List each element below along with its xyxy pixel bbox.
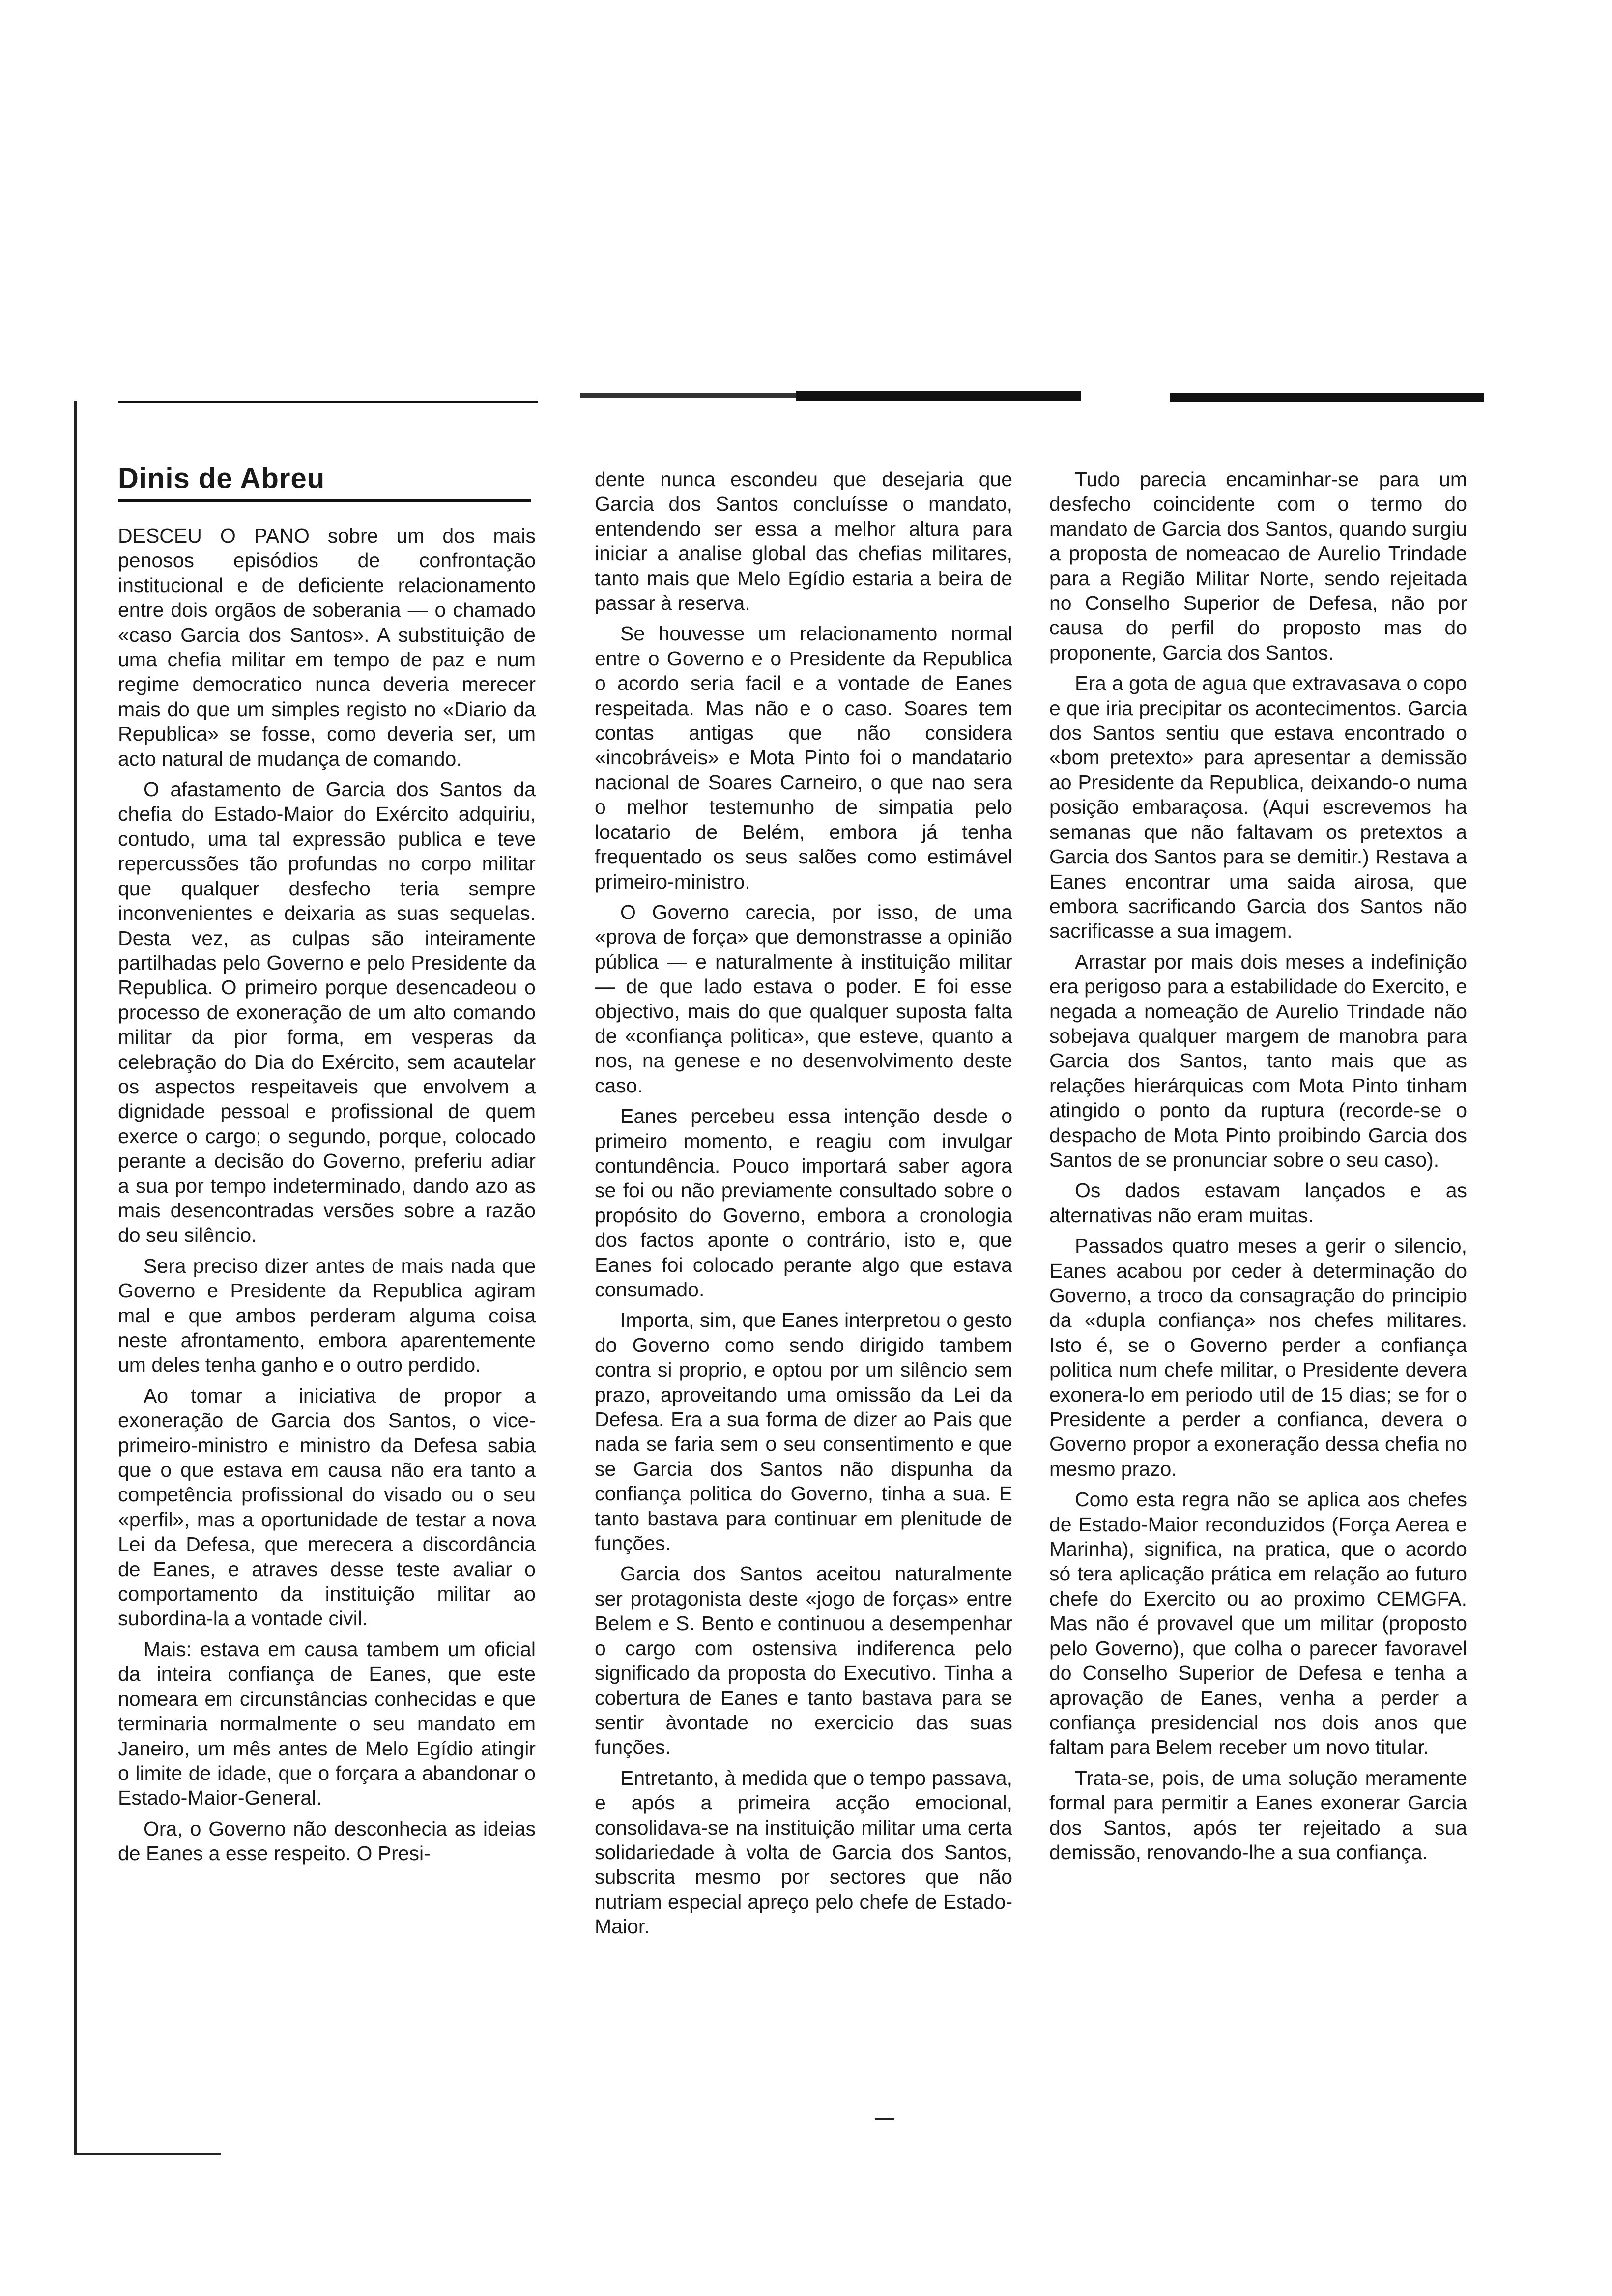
paragraph: Como esta regra não se aplica aos chefes de Estado-Maior reconduzidos (Força Aerea e Marinha), significa, na pratica, que o acordo só tera aplicação prática em relação ao futuro chefe do Exercito ou ao proximo CEMGFA. Mas não é provavel que um militar (proposto pelo Governo), que colha o parecer favoravel do Conselho Superior de Defesa e tenha a aprovação de Eanes, venha a perder a confiança presidencial nos dois anos que faltam para Belem receber um novo titular.	[1049, 1488, 1467, 1759]
paragraph: Eanes percebeu essa intenção desde o primeiro momento, e reagiu com invulgar contundência. Pouco importará saber agora se foi ou não previamente consultado sobre o propósito do Governo, embora a cronologia dos factos aponte o contrário, isto e, que Eanes foi colocado perante algo que estava consumado.	[595, 1105, 1012, 1301]
paragraph: dente nunca escondeu que desejaria que Garcia dos Santos concluísse o mandato, entendendo ser essa a melhor altura para iniciar a analise global das chefias militares, tanto mais que Melo Egídio estaria a beira de passar à reserva.	[595, 468, 1012, 615]
paragraph: Se houvesse um relacionamento normal entre o Governo e o Presidente da Republica o acordo seria facil e a vontade de Eanes respeitada. Mas não e o caso. Soares tem contas antigas que não considera «incobráveis» e Mota Pinto foi o mandatario nacional de Soares Carneiro, o que nao sera o melhor testemunho de simpatia pelo locatario de Belém, embora já tenha frequentado os seus salões como estimável primeiro-ministro.	[595, 622, 1012, 893]
bottom-left-line	[74, 2152, 221, 2155]
paragraph: Importa, sim, que Eanes interpretou o gesto do Governo como sendo dirigido tambem contra si proprio, e optou por um silêncio sem prazo, aproveitando uma omissão da Lei da Defesa. Era a sua forma de dizer ao Pais que nada se faria sem o seu consentimento e que se Garcia dos Santos não dispunha da confiança politica do Governo, tinha a sua. E tanto bastava para continuar em plenitude de funções.	[595, 1309, 1012, 1555]
bottom-dash	[875, 2118, 894, 2120]
paragraph: O Governo carecia, por isso, de uma «prova de força» que demonstrasse a opinião pública — e naturalmente à instituição militar — de que lado estava o poder. E foi esse objectivo, mais do que qualquer suposta falta de «confiança politica», que esteve, quanto a nos, na genese e no desenvolvimento deste caso.	[595, 900, 1012, 1097]
paragraph: Sera preciso dizer antes de mais nada que Governo e Presidente da Republica agiram mal e que ambos perderam alguma coisa neste afrontamento, embora aparentemente um deles tenha ganho e o outro perdido.	[118, 1254, 536, 1377]
paragraph: Mais: estava em causa tambem um oficial da inteira confiança de Eanes, que este nomeara em circunstâncias conhecidas e que terminaria normalmente o seu mandato em Janeiro, um mês antes de Melo Egídio atingir o limite de idade, que o forçara a abandonar o Estado-Maior-General.	[118, 1637, 536, 1809]
top-rule-left	[118, 401, 538, 403]
paragraph: Trata-se, pois, de uma solução meramente formal para permitir a Eanes exonerar Garcia dos Santos, após ter rejeitado a sua demissão, renovando-lhe a sua confiança.	[1049, 1766, 1467, 1864]
top-rule-center-bold	[796, 391, 1081, 401]
paragraph: Os dados estavam lançados e as alternativas não eram muitas.	[1049, 1179, 1467, 1227]
paragraph: O afastamento de Garcia dos Santos da chefia do Estado-Maior do Exército adquiriu, contudo, uma tal expressão publica e teve repercussões tão profundas no corpo militar que qualquer desfecho teria sempre inconvenientes e deixaria as suas sequelas. Desta vez, as culpas são inteiramente partilhadas pelo Governo e pelo Presidente da Republica. O primeiro porque desencadeou o processo de exoneração de um alto comando militar da pior forma, em vesperas da celebração do Dia do Exército, sem acautelar os aspectos respeitaveis que envolvem a dignidade pessoal e profissional de quem exerce o cargo; o segundo, porque, colocado perante a decisão do Governo, preferiu adiar a sua por tempo indeterminado, dando azo as mais desencontradas versões sobre a razão do seu silêncio.	[118, 778, 536, 1247]
byline-underline	[118, 499, 531, 502]
paragraph: Entretanto, à medida que o tempo passava, e após a primeira acção emocional, consolidava-se na instituição militar uma certa solidariedade à volta de Garcia dos Santos, subscrita mesmo por sectores que não nutriam especial apreço pelo chefe de Estado-Maior.	[595, 1766, 1012, 1938]
author-byline: Dinis de Abreu	[118, 462, 325, 494]
article-column-1	[118, 523, 536, 1872]
paragraph: Arrastar por mais dois meses a indefinição era perigoso para a estabilidade do Exercito, e negada a nomeação de Aurelio Trindade não sobejava qualquer margem de manobra para Garcia dos Santos, tanto mais que as relações hierárquicas com Mota Pinto tinham atingido o ponto da ruptura (recorde-se o despacho de Mota Pinto proibindo Garcia dos Santos de se pronunciar sobre o seu caso).	[1049, 950, 1467, 1171]
paragraph: Ao tomar a iniciativa de propor a exoneração de Garcia dos Santos, o vice-primeiro-ministro e ministro da Defesa sabia que o que estava em causa não era tanto a competência profissional do visado ou o seu «perfil», mas a oportunidade de testar a nova Lei da Defesa, que merecera a discordância de Eanes, e atraves desse teste avaliar o comportamento da instituição militar ao subordina-la a vontade civil.	[118, 1384, 536, 1630]
paragraph: DESCEU O PANO sobre um dos mais penosos episódios de confrontação institucional e de deficiente relacionamento entre dois orgãos de soberania — o chamado «caso Garcia dos Santos». A substituição de uma chefia militar em tempo de paz e num regime democratico nunca deveria merecer mais do que um simples registo no «Diario da Republica» se fosse, como deveria ser, um acto natural de mudança de comando.	[118, 524, 536, 770]
article-column-2	[595, 467, 1012, 1945]
paragraph: Garcia dos Santos aceitou naturalmente ser protagonista deste «jogo de forças» entre Belem e S. Bento e continuou a desempenhar o cargo com ostensiva indiferenca pelo significado da proposta do Executivo. Tinha a cobertura de Eanes e tanto bastava para se sentir àvontade no exercicio das suas funções.	[595, 1562, 1012, 1759]
left-margin-line	[74, 401, 77, 2155]
top-rule-right	[1170, 393, 1484, 402]
paragraph: Era a gota de agua que extravasava o copo e que iria precipitar os acontecimentos. Garcia dos Santos sentiu que estava encontrado o «bom pretexto» para apresentar a demissão ao Presidente da Republica, deixando-o numa posição embaraçosa. (Aqui escrevemos ha semanas que não faltavam os pretextos a Garcia dos Santos para se demitir.) Restava a Eanes encontrar uma saida airosa, que embora sacrificando Garcia dos Santos não sacrificasse a sua imagem.	[1049, 672, 1467, 943]
paragraph: Tudo parecia encaminhar-se para um desfecho coincidente com o termo do mandato de Garcia dos Santos, quando surgiu a proposta de nomeacao de Aurelio Trindade para a Região Militar Norte, sendo rejeitada no Conselho Superior de Defesa, não por causa do perfil do proposto mas do proponente, Garcia dos Santos.	[1049, 468, 1467, 664]
article-column-3	[1049, 467, 1467, 1870]
paragraph: Ora, o Governo não desconhecia as ideias de Eanes a esse respeito. O Presi-	[118, 1817, 536, 1865]
paragraph: Passados quatro meses a gerir o silencio, Eanes acabou por ceder à determinação do Governo, a troco da consagração do principio da «dupla confiança» nos chefes militares. Isto é, se o Governo perder a confiança politica num chefe militar, o Presidente devera exonera-lo em periodo util de 15 dias; se for o Presidente a perder a confianca, devera o Governo propor a exoneração dessa chefia no mesmo prazo.	[1049, 1234, 1467, 1480]
